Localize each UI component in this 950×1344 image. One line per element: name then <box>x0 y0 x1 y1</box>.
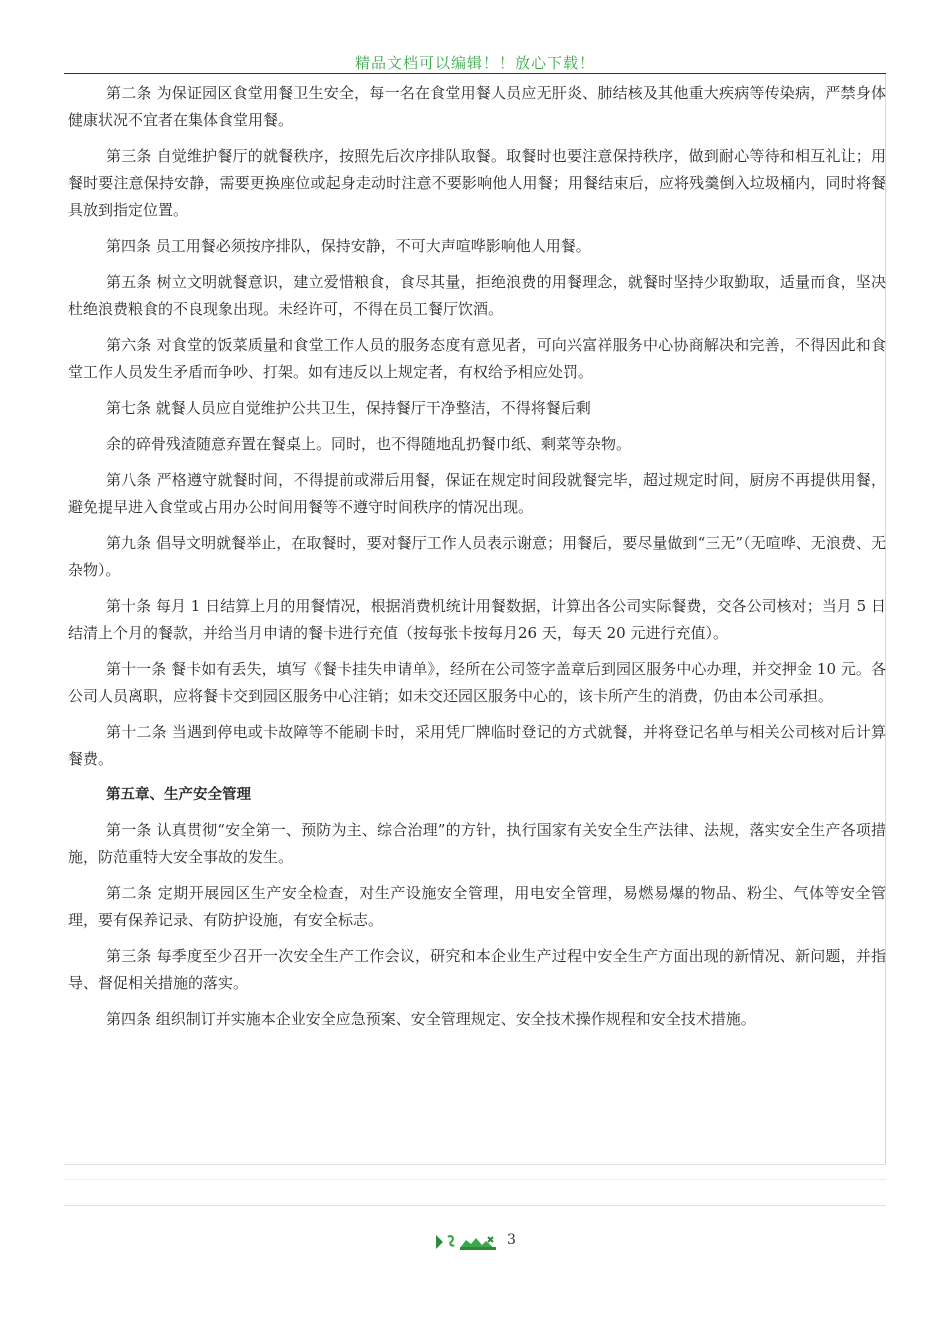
footer-divider <box>64 1179 886 1180</box>
chapter-heading: 第五章、生产安全管理 <box>106 787 251 803</box>
article-paragraph: 第六条 对食堂的饭菜质量和食堂工作人员的服务态度有意见者，可向兴富祥服务中心协商解决和完善，不得因此和食堂工作人员发生矛盾而争吵、打架。如有违反以上规定者，有权给予相应处罚。 <box>68 336 886 381</box>
article-paragraph: 第十一条 餐卡如有丢失，填写《餐卡挂失申请单》，经所在公司签字盖章后到园区服务中心办理，并交押金 10 元。各公司人员离职，应将餐卡交到园区服务中心注销；如未交还园区服务中心的，该卡所产生的消费，仍由本公司承担。 <box>68 660 886 705</box>
article-paragraph: 第四条 员工用餐必须按序排队，保持安静，不可大声喧哗影响他人用餐。 <box>106 237 591 255</box>
article-paragraph: 第三条 每季度至少召开一次安全生产工作会议，研究和本企业生产过程中安全生产方面出现的新情况、新问题，并指导、督促相关措施的落实。 <box>68 947 886 992</box>
green-logo-icon <box>436 1233 500 1251</box>
article-paragraph: 第十条 每月 1 日结算上月的用餐情况，根据消费机统计用餐数据，计算出各公司实际餐费，交各公司核对；当月 5 日结清上个月的餐款，并给当月申请的餐卡进行充值（按每张卡按每月26 天，每天 20 元进行充值）。 <box>68 597 886 642</box>
header-rule <box>64 73 886 74</box>
article-paragraph: 第二条 为保证园区食堂用餐卫生安全，每一名在食堂用餐人员应无肝炎、肺结核及其他重大疾病等传染病，严禁身体健康状况不宜者在集体食堂用餐。 <box>68 84 886 129</box>
article-paragraph: 第一条 认真贯彻“安全第一、预防为主、综合治理”的方针，执行国家有关安全生产法律、法规，落实安全生产各项措施，防范重特大安全事故的发生。 <box>68 821 886 866</box>
article-paragraph: 第四条 组织制订并实施本企业安全应急预案、安全管理规定、安全技术操作规程和安全技术措施。 <box>106 1010 756 1028</box>
article-paragraph: 第二条 定期开展园区生产安全检查，对生产设施安全管理，用电安全管理，易燃易爆的物品、粉尘、气体等安全管理，要有保养记录、有防护设施，有安全标志。 <box>68 884 886 929</box>
article-paragraph: 第九条 倡导文明就餐举止，在取餐时，要对餐厅工作人员表示谢意；用餐后，要尽量做到“三无”（无喧哗、无浪费、无杂物）。 <box>68 534 886 579</box>
header-banner: 精品文档可以编辑！！放心下载！ <box>354 54 595 72</box>
page-number: 3 <box>507 1232 516 1248</box>
article-paragraph: 第五条 树立文明就餐意识，建立爱惜粮食，食尽其量，拒绝浪费的用餐理念，就餐时坚持少取勤取，适量而食，坚决杜绝浪费粮食的不良现象出现。未经许可，不得在员工餐厅饮酒。 <box>68 273 886 318</box>
document-body <box>68 80 886 1042</box>
article-paragraph: 第八条 严格遵守就餐时间，不得提前或滞后用餐，保证在规定时间段就餐完毕，超过规定时间，厨房不再提供用餐，避免提早进入食堂或占用办公时间用餐等不遵守时间秩序的情况出现。 <box>68 471 886 516</box>
article-paragraph: 第三条 自觉维护餐厅的就餐秩序，按照先后次序排队取餐。取餐时也要注意保持秩序，做到耐心等待和相互礼让；用餐时要注意保持安静，需要更换座位或起身走动时注意不要影响他人用餐；用餐结束后，应将残羹倒入垃圾桶内，同时将餐具放到指定位置。 <box>68 147 886 219</box>
article-paragraph: 第十二条 当遇到停电或卡故障等不能刷卡时，采用凭厂牌临时登记的方式就餐，并将登记名单与相关公司核对后计算餐费。 <box>68 723 886 768</box>
footer-box <box>64 1164 886 1206</box>
article-paragraph: 第七条 就餐人员应自觉维护公共卫生，保持餐厅干净整洁，不得将餐后剩 <box>106 399 591 417</box>
article-paragraph: 余的碎骨残渣随意弃置在餐桌上。同时，也不得随地乱扔餐巾纸、剩菜等杂物。 <box>106 435 632 453</box>
